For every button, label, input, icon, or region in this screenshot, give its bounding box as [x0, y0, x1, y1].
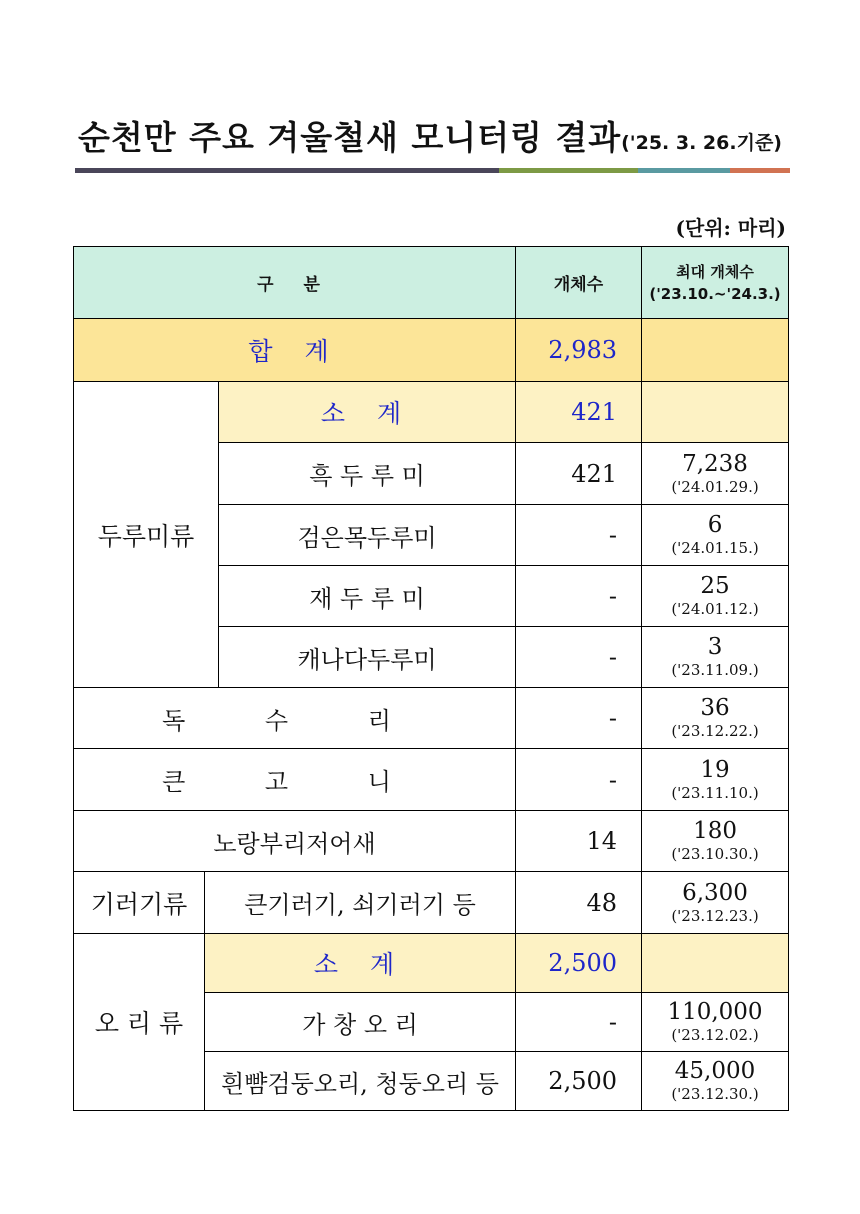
title-rule-green [499, 168, 638, 173]
species-name: 흑 두 루 미 [219, 443, 516, 505]
spoonbill-name: 노랑부리저어새 [74, 811, 516, 872]
goose-row [74, 872, 789, 934]
title-rule-teal [638, 168, 730, 173]
page-title [0, 112, 860, 159]
species-max: 7,238 ('24.01.29.) [642, 443, 789, 505]
swan-name: 큰 고 니 [74, 749, 516, 811]
species-count: 421 [516, 443, 642, 505]
species-name: 흰뺨검둥오리, 청둥오리 등 [205, 1052, 516, 1111]
table-row [74, 688, 789, 749]
title-main: 순천만 주요 겨울철새 모니터링 결과 [77, 118, 622, 157]
species-count: - [516, 505, 642, 566]
total-count: 2,983 [516, 319, 642, 382]
vulture-max: 36 ('23.12.22.) [642, 688, 789, 749]
species-name: 재 두 루 미 [219, 566, 516, 627]
vulture-count: - [516, 688, 642, 749]
title-rule-orange [730, 168, 790, 173]
species-name: 가 창 오 리 [205, 993, 516, 1052]
species-name: 검은목두루미 [219, 505, 516, 566]
spoonbill-max: 180 ('23.10.30.) [642, 811, 789, 872]
species-max: 25 ('24.01.12.) [642, 566, 789, 627]
monitoring-table [73, 246, 789, 1111]
species-count: - [516, 566, 642, 627]
species-max: 3 ('23.11.09.) [642, 627, 789, 688]
species-name: 캐나다두루미 [219, 627, 516, 688]
header-max: 최대 개체수 ('23.10.~'24.3.) [642, 247, 789, 319]
header-category: 구 분 [74, 247, 516, 319]
swan-max: 19 ('23.11.10.) [642, 749, 789, 811]
species-count: 2,500 [516, 1052, 642, 1111]
title-date: ('25. 3. 26.기준) [621, 132, 782, 154]
crane-subtotal-row [74, 382, 789, 443]
spoonbill-count: 14 [516, 811, 642, 872]
vulture-name: 독 수 리 [74, 688, 516, 749]
duck-subtotal-max [642, 934, 789, 993]
species-max: 110,000 ('23.12.02.) [642, 993, 789, 1052]
total-label: 합 계 [74, 319, 516, 382]
header-count: 개체수 [516, 247, 642, 319]
crane-group-label: 두루미류 [74, 382, 219, 688]
duck-group-label: 오 리 류 [74, 934, 205, 1111]
goose-name: 큰기러기, 쇠기러기 등 [205, 872, 516, 934]
goose-max: 6,300 ('23.12.23.) [642, 872, 789, 934]
total-row [74, 319, 789, 382]
goose-count: 48 [516, 872, 642, 934]
crane-subtotal-label: 소 계 [219, 382, 516, 443]
title-rule-dark [75, 168, 499, 173]
goose-group-label: 기러기류 [74, 872, 205, 934]
species-max: 6 ('24.01.15.) [642, 505, 789, 566]
total-max [642, 319, 789, 382]
table-row [74, 811, 789, 872]
species-count: - [516, 627, 642, 688]
unit-label: (단위: 마리) [675, 216, 786, 240]
species-max: 45,000 ('23.12.30.) [642, 1052, 789, 1111]
swan-count: - [516, 749, 642, 811]
crane-subtotal-max [642, 382, 789, 443]
table-row [74, 749, 789, 811]
crane-subtotal-count: 421 [516, 382, 642, 443]
duck-subtotal-row [74, 934, 789, 993]
duck-subtotal-label: 소 계 [205, 934, 516, 993]
species-count: - [516, 993, 642, 1052]
duck-subtotal-count: 2,500 [516, 934, 642, 993]
header-row [74, 247, 789, 319]
